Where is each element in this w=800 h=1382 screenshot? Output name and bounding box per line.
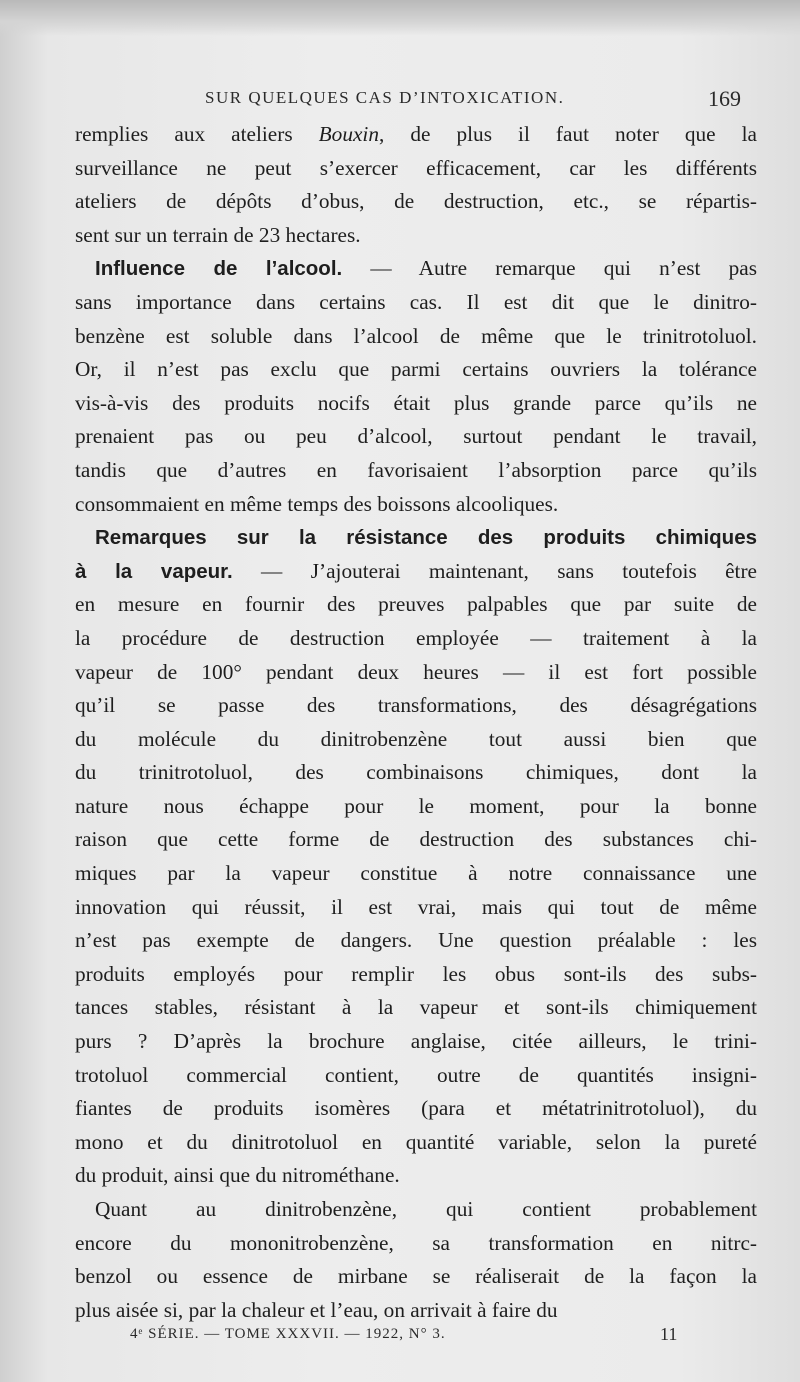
text-run: surveillance ne peut s’exercer efficacement, car les différents bbox=[75, 155, 757, 180]
text-line bbox=[75, 891, 757, 925]
text-line bbox=[75, 756, 757, 790]
text-line bbox=[75, 689, 757, 723]
text-line bbox=[75, 1092, 757, 1126]
text-run: sent sur un terrain de 23 hectares. bbox=[75, 222, 361, 247]
text-run: innovation qui réussit, il est vrai, mais qui tout de même bbox=[75, 894, 757, 919]
scan-top-shadow bbox=[0, 0, 800, 36]
section-heading: à la vapeur. bbox=[75, 559, 233, 583]
text-run: benzène est soluble dans l’alcool de même que le trinitrotoluol. bbox=[75, 323, 757, 348]
running-title: SUR QUELQUES CAS D’INTOXICATION. bbox=[205, 88, 565, 107]
text-run: du produit, ainsi que du nitrométhane. bbox=[75, 1163, 400, 1188]
text-run: prenaient pas ou peu d’alcool, surtout pendant le travail, bbox=[75, 424, 757, 449]
text-run: mono et du dinitrotoluol en quantité variable, selon la pureté bbox=[75, 1129, 757, 1154]
text-line bbox=[75, 1193, 757, 1227]
text-run: remplies aux ateliers bbox=[75, 122, 319, 146]
text-run: raison que cette forme de destruction des substances chi- bbox=[75, 827, 757, 852]
text-line bbox=[75, 286, 757, 320]
text-line bbox=[75, 420, 757, 454]
text-line bbox=[75, 152, 757, 186]
text-run: en mesure en fournir des preuves palpables que par suite de bbox=[75, 592, 757, 617]
page-number: 169 bbox=[708, 86, 741, 111]
running-head bbox=[0, 86, 800, 112]
text-line bbox=[75, 622, 757, 656]
footer-signature-mark: 11 bbox=[660, 1324, 678, 1344]
text-line bbox=[75, 252, 757, 286]
text-run: — J’ajouterai maintenant, sans toutefois être bbox=[232, 558, 757, 583]
text-line bbox=[75, 454, 757, 488]
text-line bbox=[75, 521, 757, 555]
text-line bbox=[75, 118, 757, 152]
text-line bbox=[75, 1059, 757, 1093]
text-line bbox=[75, 1025, 757, 1059]
section-heading: Influence de l’alcool. bbox=[95, 257, 343, 281]
text-run: sans importance dans certains cas. Il est dit que le dinitro- bbox=[75, 289, 757, 314]
text-run: encore du mononitrobenzène, sa transformation en nitrc- bbox=[75, 1230, 757, 1255]
text-run: consommaient en même temps des boissons alcooliques. bbox=[75, 491, 559, 516]
text-run: miques par la vapeur constitue à notre connaissance une bbox=[75, 861, 757, 886]
text-line bbox=[75, 924, 757, 958]
text-line bbox=[75, 656, 757, 690]
page-footer bbox=[0, 1322, 800, 1348]
italic-name: Bouxin bbox=[318, 122, 379, 146]
text-run: du molécule du dinitrobenzène tout aussi bien que bbox=[75, 726, 757, 751]
text-run: plus aisée si, par la chaleur et l’eau, on arrivait à faire du bbox=[75, 1297, 558, 1322]
section-heading: Remarques sur la résistance des produits chimiques bbox=[95, 526, 757, 550]
text-line bbox=[75, 555, 757, 589]
text-run: benzol ou essence de mirbane se réaliserait de la façon la bbox=[75, 1264, 757, 1289]
text-line bbox=[75, 991, 757, 1025]
text-line bbox=[75, 1126, 757, 1160]
text-run: n’est pas exempte de dangers. Une question préalable : les bbox=[75, 928, 757, 953]
text-line bbox=[75, 320, 757, 354]
text-run: tances stables, résistant à la vapeur et sont-ils chimiquement bbox=[75, 995, 757, 1020]
text-run: nature nous échappe pour le moment, pour la bonne bbox=[75, 793, 757, 818]
text-run: fiantes de produits isomères (para et métatrinitrotoluol), du bbox=[75, 1096, 757, 1121]
body-text bbox=[75, 118, 757, 1327]
text-run: produits employés pour remplir les obus sont-ils des subs- bbox=[75, 961, 757, 986]
text-run: la procédure de destruction employée — traitement à la bbox=[75, 625, 757, 650]
text-line bbox=[75, 1260, 757, 1294]
footer-series-line: 4ᵉ SÉRIE. — TOME XXXVII. — 1922, N° 3. bbox=[130, 1326, 446, 1342]
text-line bbox=[75, 823, 757, 857]
text-run: purs ? D’après la brochure anglaise, citée ailleurs, le trini- bbox=[75, 1029, 757, 1054]
text-line bbox=[75, 857, 757, 891]
text-line bbox=[75, 1159, 757, 1193]
text-line bbox=[75, 588, 757, 622]
text-line bbox=[75, 185, 757, 219]
text-run: vis-à-vis des produits nocifs était plus grande parce qu’ils ne bbox=[75, 390, 757, 415]
text-line bbox=[75, 958, 757, 992]
text-line bbox=[75, 219, 757, 253]
text-line bbox=[75, 1227, 757, 1261]
text-run: ateliers de dépôts d’obus, de destruction, etc., se répartis- bbox=[75, 189, 757, 214]
text-run: qu’il se passe des transformations, des désagrégations bbox=[75, 693, 757, 718]
text-line bbox=[75, 723, 757, 757]
text-line bbox=[75, 353, 757, 387]
text-run: , de plus il faut noter que la bbox=[379, 122, 757, 146]
text-line bbox=[75, 790, 757, 824]
text-line bbox=[75, 387, 757, 421]
text-run: Quant au dinitrobenzène, qui contient probablement bbox=[95, 1197, 757, 1221]
text-run: vapeur de 100° pendant deux heures — il est fort possible bbox=[75, 659, 757, 684]
text-run: Or, il n’est pas exclu que parmi certains ouvriers la tolérance bbox=[75, 357, 757, 382]
text-run: tandis que d’autres en favorisaient l’absorption parce qu’ils bbox=[75, 457, 757, 482]
text-run: — Autre remarque qui n’est pas bbox=[342, 256, 757, 281]
text-line bbox=[75, 488, 757, 522]
text-run: du trinitrotoluol, des combinaisons chimiques, dont la bbox=[75, 760, 757, 785]
text-run: trotoluol commercial contient, outre de quantités insigni- bbox=[75, 1062, 757, 1087]
